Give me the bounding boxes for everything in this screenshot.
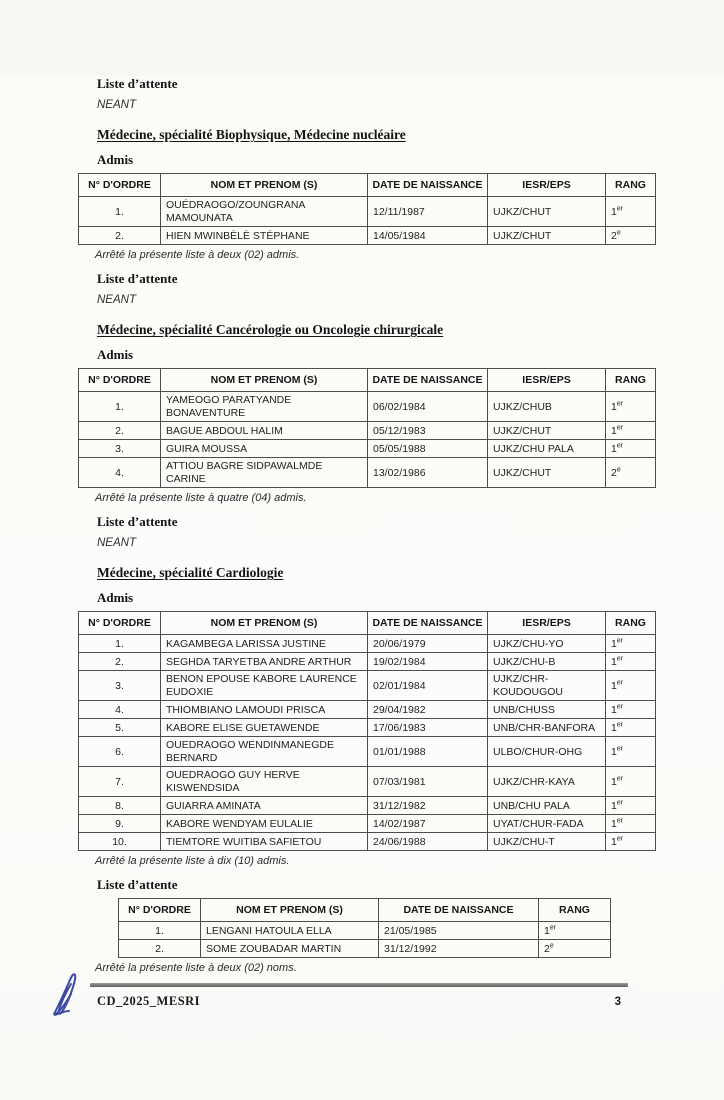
cell-rang (606, 635, 656, 653)
document-page (0, 76, 724, 1100)
cell-iesr: UNB/CHU PALA (488, 797, 606, 815)
cell-rang (606, 653, 656, 671)
rank-value: 1 (611, 775, 617, 788)
rank-suffix: er (549, 924, 557, 931)
cell-ordre: 2. (79, 653, 161, 671)
cell-date: 20/06/1979 (368, 635, 488, 653)
cell-iesr: UJKZ/CHUT (488, 227, 606, 245)
table-row (79, 671, 656, 701)
cell-date: 05/12/1983 (368, 422, 488, 440)
rank-suffix: er (616, 442, 624, 449)
col-header-naissance: DATE DE NAISSANCE (368, 369, 488, 392)
table-row (79, 458, 656, 488)
cell-ordre: 1. (79, 197, 161, 227)
cell-date: 31/12/1992 (379, 940, 539, 958)
admitted-heading: Admis (97, 347, 134, 362)
cell-date: 14/05/1984 (368, 227, 488, 245)
cell-nom: LENGANI HATOULA ELLA (201, 922, 379, 940)
page-number: 3 (614, 996, 621, 1008)
cell-nom: BENON EPOUSE KABORE LAURENCE EUDOXIE (161, 671, 368, 701)
table-row (79, 719, 656, 737)
rank-value: 1 (544, 924, 550, 937)
rank-value: 1 (611, 721, 617, 734)
cell-date: 14/02/1987 (368, 815, 488, 833)
col-header-nom: NOM ET PRENOM (S) (161, 612, 368, 635)
table-row (79, 392, 656, 422)
cell-date: 24/06/1988 (368, 833, 488, 851)
rank-value: 1 (611, 205, 617, 218)
rank-suffix: er (616, 775, 624, 782)
cell-iesr: UJKZ/CHUT (488, 422, 606, 440)
admitted-heading: Admis (97, 590, 134, 605)
waiting-list-heading: Liste d’attente (97, 271, 178, 286)
col-header-naissance: DATE DE NAISSANCE (368, 612, 488, 635)
waiting-list-heading: Liste d’attente (97, 514, 178, 529)
cell-ordre: 8. (79, 797, 161, 815)
cell-ordre: 2. (119, 940, 201, 958)
admis-table-cancerologie (78, 368, 656, 488)
col-header-iesr: IESR/EPS (488, 612, 606, 635)
cell-iesr: UYAT/CHUR-FADA (488, 815, 606, 833)
col-header-naissance: DATE DE NAISSANCE (379, 899, 539, 922)
rank-suffix: er (616, 721, 624, 728)
table-header-row (79, 612, 656, 635)
cell-rang (606, 458, 656, 488)
col-header-ordre: N° D'ORDRE (119, 899, 201, 922)
table-row (79, 653, 656, 671)
rank-suffix: e (616, 229, 621, 236)
cell-rang (539, 940, 611, 958)
cell-nom: SEGHDA TARYETBA ANDRE ARTHUR (161, 653, 368, 671)
rank-suffix: er (616, 745, 624, 752)
cell-date: 29/04/1982 (368, 701, 488, 719)
section-title-cardiologie: Médecine, spécialité Cardiologie (97, 565, 284, 580)
rank-suffix: er (616, 637, 624, 644)
cell-nom: KABORE ELISE GUETAWENDE (161, 719, 368, 737)
rank-value: 1 (611, 835, 617, 848)
table-row (79, 227, 656, 245)
cell-date: 19/02/1984 (368, 653, 488, 671)
page-footer (97, 994, 621, 1009)
table-row (119, 922, 611, 940)
cell-ordre: 1. (119, 922, 201, 940)
rank-value: 1 (611, 679, 617, 692)
cell-date: 12/11/1987 (368, 197, 488, 227)
admis-table-cardiologie (78, 611, 656, 851)
cell-iesr: UNB/CHR-BANFORA (488, 719, 606, 737)
cell-iesr: ULBO/CHUR-OHG (488, 737, 606, 767)
cell-ordre: 3. (79, 440, 161, 458)
cell-rang (606, 737, 656, 767)
cell-nom: HIEN MWINBÈLÈ STÉPHANE (161, 227, 368, 245)
cell-ordre: 7. (79, 767, 161, 797)
rank-suffix: er (616, 205, 624, 212)
cell-nom: SOME ZOUBADAR MARTIN (201, 940, 379, 958)
cell-nom: KABORE WENDYAM EULALIE (161, 815, 368, 833)
table-row (79, 422, 656, 440)
cell-date: 05/05/1988 (368, 440, 488, 458)
rank-suffix: er (616, 799, 624, 806)
closing-note: Arrêté la présente liste à deux (02) admis. (95, 249, 300, 261)
cell-ordre: 4. (79, 458, 161, 488)
cell-nom: OUÉDRAOGO/ZOUNGRANA MAMOUNATA (161, 197, 368, 227)
cell-ordre: 4. (79, 701, 161, 719)
waiting-list-heading: Liste d’attente (97, 76, 178, 91)
rank-suffix: er (616, 400, 624, 407)
rank-value: 1 (611, 637, 617, 650)
cell-iesr: UJKZ/CHU-B (488, 653, 606, 671)
cell-ordre: 2. (79, 422, 161, 440)
rank-suffix: e (549, 942, 554, 949)
cell-iesr: UJKZ/CHUT (488, 458, 606, 488)
cell-date: 02/01/1984 (368, 671, 488, 701)
cell-rang (539, 922, 611, 940)
table-row (79, 737, 656, 767)
rank-value: 2 (611, 229, 617, 242)
cell-rang (606, 227, 656, 245)
cell-iesr: UJKZ/CHR-KAYA (488, 767, 606, 797)
cell-ordre: 3. (79, 671, 161, 701)
cell-nom: ATTIOU BAGRE SIDPAWALMDE CARINE (161, 458, 368, 488)
col-header-rang: RANG (606, 369, 656, 392)
waiting-list-empty: NEANT (97, 537, 136, 549)
col-header-rang: RANG (606, 174, 656, 197)
cell-iesr: UNB/CHUSS (488, 701, 606, 719)
table-row (79, 197, 656, 227)
admitted-heading: Admis (97, 152, 134, 167)
cell-nom: GUIRA MOUSSA (161, 440, 368, 458)
rank-suffix: er (616, 424, 624, 431)
table-row (79, 701, 656, 719)
cell-rang (606, 440, 656, 458)
table-header-row (79, 174, 656, 197)
attente-table-cardiologie (118, 898, 611, 958)
rank-value: 2 (611, 466, 617, 479)
cell-nom: OUEDRAOGO GUY HERVE KISWENDSIDA (161, 767, 368, 797)
admis-table-biophysique (78, 173, 656, 245)
rank-value: 1 (611, 817, 617, 830)
col-header-iesr: IESR/EPS (488, 174, 606, 197)
cell-nom: BAGUE ABDOUL HALIM (161, 422, 368, 440)
table-row (119, 940, 611, 958)
table-row (79, 833, 656, 851)
cell-rang (606, 797, 656, 815)
col-header-iesr: IESR/EPS (488, 369, 606, 392)
cell-rang (606, 197, 656, 227)
cell-ordre: 1. (79, 635, 161, 653)
cell-iesr: UJKZ/CHU-T (488, 833, 606, 851)
rank-value: 2 (544, 942, 550, 955)
cell-date: 13/02/1986 (368, 458, 488, 488)
rank-value: 1 (611, 655, 617, 668)
col-header-naissance: DATE DE NAISSANCE (368, 174, 488, 197)
col-header-nom: NOM ET PRENOM (S) (161, 174, 368, 197)
cell-iesr: UJKZ/CHR-KOUDOUGOU (488, 671, 606, 701)
cell-ordre: 5. (79, 719, 161, 737)
cell-rang (606, 719, 656, 737)
cell-iesr: UJKZ/CHU PALA (488, 440, 606, 458)
cell-ordre: 6. (79, 737, 161, 767)
cell-rang (606, 701, 656, 719)
rank-value: 1 (611, 745, 617, 758)
closing-note: Arrêté la présente liste à dix (10) admis. (95, 855, 290, 867)
table-header-row (79, 369, 656, 392)
cell-rang (606, 422, 656, 440)
cell-rang (606, 392, 656, 422)
cell-date: 31/12/1982 (368, 797, 488, 815)
closing-note: Arrêté la présente liste à deux (02) noms. (95, 962, 297, 974)
rank-suffix: e (616, 466, 621, 473)
signature-mark-icon (46, 967, 92, 1021)
table-row (79, 635, 656, 653)
rank-value: 1 (611, 799, 617, 812)
waiting-list-heading: Liste d’attente (97, 877, 178, 892)
cell-nom: THIOMBIANO LAMOUDI PRISCA (161, 701, 368, 719)
cell-iesr: UJKZ/CHUB (488, 392, 606, 422)
col-header-ordre: N° D'ORDRE (79, 174, 161, 197)
col-header-nom: NOM ET PRENOM (S) (201, 899, 379, 922)
cell-ordre: 10. (79, 833, 161, 851)
col-header-ordre: N° D'ORDRE (79, 369, 161, 392)
col-header-nom: NOM ET PRENOM (S) (161, 369, 368, 392)
rank-suffix: er (616, 817, 624, 824)
cell-ordre: 2. (79, 227, 161, 245)
cell-date: 06/02/1984 (368, 392, 488, 422)
rank-value: 1 (611, 703, 617, 716)
footer-divider (90, 983, 628, 987)
col-header-rang: RANG (539, 899, 611, 922)
table-row (79, 767, 656, 797)
table-row (79, 815, 656, 833)
col-header-rang: RANG (606, 612, 656, 635)
cell-date: 21/05/1985 (379, 922, 539, 940)
document-code: CD_2025_MESRI (97, 994, 201, 1008)
rank-value: 1 (611, 442, 617, 455)
table-header-row (119, 899, 611, 922)
cell-date: 01/01/1988 (368, 737, 488, 767)
table-row (79, 440, 656, 458)
cell-rang (606, 767, 656, 797)
cell-nom: OUEDRAOGO WENDINMANEGDE BERNARD (161, 737, 368, 767)
cell-rang (606, 671, 656, 701)
waiting-list-empty: NEANT (97, 99, 136, 111)
rank-suffix: er (616, 835, 624, 842)
section-title-biophysique: Médecine, spécialité Biophysique, Médecine nucléaire (97, 127, 406, 142)
cell-rang (606, 815, 656, 833)
closing-note: Arrêté la présente liste à quatre (04) admis. (95, 492, 307, 504)
waiting-list-empty: NEANT (97, 294, 136, 306)
rank-value: 1 (611, 400, 617, 413)
cell-date: 17/06/1983 (368, 719, 488, 737)
cell-nom: TIEMTORE WUITIBA SAFIETOU (161, 833, 368, 851)
cell-rang (606, 833, 656, 851)
rank-value: 1 (611, 424, 617, 437)
cell-ordre: 1. (79, 392, 161, 422)
col-header-ordre: N° D'ORDRE (79, 612, 161, 635)
cell-date: 07/03/1981 (368, 767, 488, 797)
cell-iesr: UJKZ/CHUT (488, 197, 606, 227)
cell-nom: GUIARRA AMINATA (161, 797, 368, 815)
cell-nom: YAMEOGO PARATYANDE BONAVENTURE (161, 392, 368, 422)
cell-ordre: 9. (79, 815, 161, 833)
section-title-cancerologie: Médecine, spécialité Cancérologie ou Oncologie chirurgicale (97, 322, 444, 337)
table-row (79, 797, 656, 815)
cell-nom: KAGAMBEGA LARISSA JUSTINE (161, 635, 368, 653)
rank-suffix: er (616, 655, 624, 662)
rank-suffix: er (616, 679, 624, 686)
cell-iesr: UJKZ/CHU-YO (488, 635, 606, 653)
rank-suffix: er (616, 703, 624, 710)
